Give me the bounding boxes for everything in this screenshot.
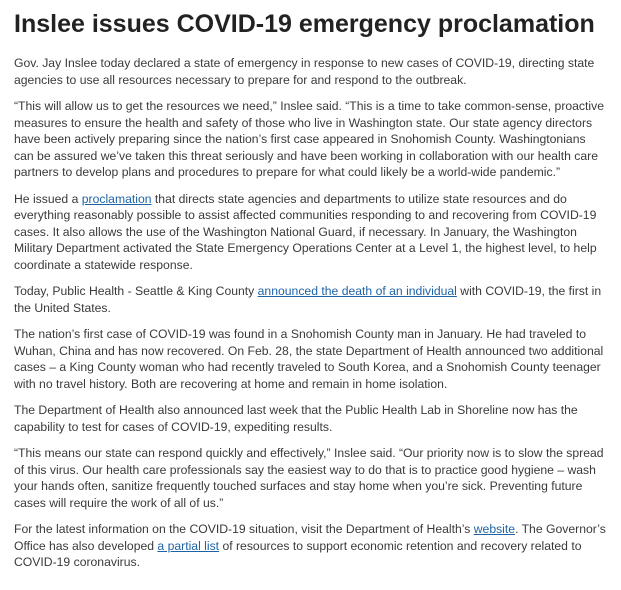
paragraph-testing: The Department of Health also announced last week that the Public Health Lab in Shoreline now has the capability to test for cases of COVID-19, expediting results. bbox=[14, 403, 578, 434]
paragraph-inslee-quote: “This will allow us to get the resources we need,” Inslee said. “This is a time to take common-sense, proactive measures to ensure the health and safety of those who live in Washington state. Our state agency directors have been actively preparing since the nation’s first case appeared in Snohomish County. Washingtonians can be assured we’ve taken this threat seriously and have been working in collaboration with our health care partners to develop plans and procedures to prepare for what could likely be a world-wide pandemic.” bbox=[14, 99, 604, 179]
partial-list-link[interactable]: a partial list bbox=[157, 538, 220, 553]
paragraph-first-case: The nation’s first case of COVID-19 was found in a Snohomish County man in January. He had traveled to Wuhan, China and has now recovered. On Feb. 28, the state Department of Health announced two additional cases – a King County woman who had recently traveled to South Korea, and a Snohomish County teenager with no travel history. Both are recovering at home and remain in home isolation. bbox=[14, 327, 604, 391]
website-link[interactable]: website bbox=[473, 522, 516, 536]
paragraph-latest-info bbox=[14, 521, 607, 571]
paragraph-text: For the latest information on the COVID-19 situation, visit the Department of Health’s bbox=[14, 522, 474, 536]
paragraph-public-health bbox=[14, 283, 607, 316]
paragraph-text: with COVID-19, the first in the United States. bbox=[14, 284, 602, 315]
paragraph-text: Today, Public Health - Seattle & King County bbox=[14, 284, 258, 298]
paragraph-inslee-priority: “This means our state can respond quickly and effectively,” Inslee said. “Our priority now is to slow the spread of this virus. Our health care professionals say the easiest way to do that is to practice good hygiene – wash your hands often, sanitize frequently touched surfaces and stay home when you’re sick. Preventing future cases will require the work of all of us.” bbox=[14, 446, 604, 510]
article-title: Inslee issues COVID-19 emergency proclamation bbox=[14, 10, 595, 38]
paragraph-text: He issued a bbox=[14, 191, 82, 206]
paragraph-declaration: Gov. Jay Inslee today declared a state of emergency in response to new cases of COVID-19, directing state agencies to use all resources necessary to prepare for and respond to the outbreak. bbox=[14, 56, 595, 87]
paragraph-text: that directs state agencies and departments to utilize state resources and do everything reasonably possible to assist affected communities responding to and recovering from COVID-19 cases. It also allows the use of the Washington National Guard, if necessary. In January, the Washington Military Department activated the State Emergency Operations Center at a Level 1, the highest level, to help coordinate a statewide response. bbox=[14, 191, 597, 272]
paragraph-text: of resources to support economic retention and recovery related to COVID-19 coronavirus. bbox=[14, 538, 582, 569]
paragraph-text: . The Governor’s Office has also developed bbox=[14, 522, 606, 553]
announced-death-link[interactable]: announced the death of an individual bbox=[257, 284, 457, 298]
proclamation-link[interactable]: proclamation bbox=[81, 191, 152, 206]
paragraph-proclamation bbox=[14, 191, 607, 274]
